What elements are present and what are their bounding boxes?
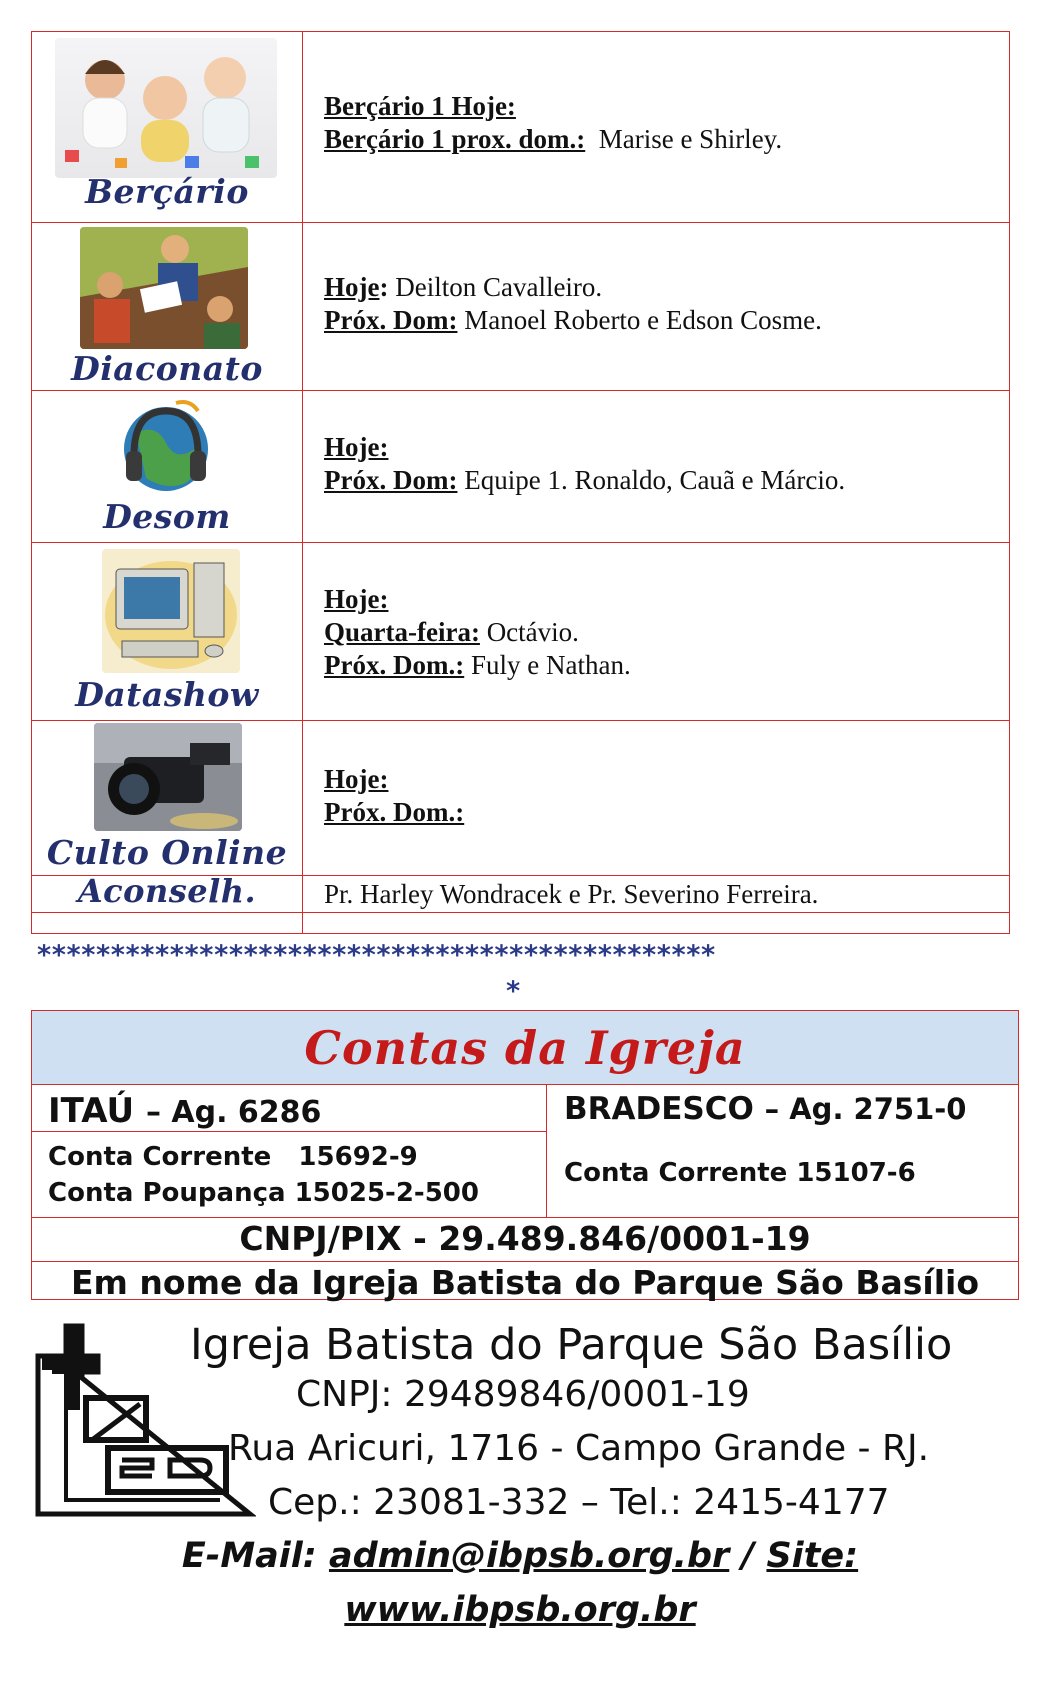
dept-label: Berçário — [85, 172, 249, 211]
duty-info — [324, 90, 782, 156]
email-label: E-Mail: — [181, 1536, 317, 1576]
itau-heading — [48, 1091, 321, 1131]
duty-label: Próx. Dom: — [324, 305, 458, 335]
site-line — [0, 1590, 1040, 1630]
email-link[interactable]: admin@ibpsb.org.br — [328, 1536, 730, 1576]
schedule-row-diaconato — [32, 223, 1009, 391]
duty-label: Hoje: — [324, 432, 389, 462]
duty-value: Fuly e Nathan. — [470, 650, 631, 680]
bradesco-bank-name: BRADESCO — [564, 1091, 754, 1127]
dept-label: Aconselh. — [77, 872, 257, 910]
itau-bank-name: ITAÚ — [48, 1091, 135, 1131]
video-camera-photo-icon — [94, 723, 242, 831]
schedule-row-aconselh — [32, 872, 1009, 913]
schedule-row-culto-online — [32, 721, 1009, 876]
row-line — [32, 1261, 1018, 1262]
meeting-clipart-icon — [80, 227, 248, 349]
itau-savings: Conta Poupança 15025-2-500 — [48, 1178, 479, 1208]
separator: / — [741, 1536, 755, 1576]
duty-label: Quarta-feira: — [324, 617, 480, 647]
schedule-row-bercario — [32, 32, 1009, 223]
cnpj-pix: CNPJ/PIX - 29.489.846/0001-19 — [239, 1219, 811, 1258]
babies-photo-icon — [55, 38, 277, 178]
bradesco-agency: – Ag. 2751-0 — [764, 1092, 967, 1126]
itau-checking: Conta Corrente 15692-9 — [48, 1142, 418, 1172]
church-cnpj: CNPJ: 29489846/0001-19 — [296, 1374, 750, 1415]
duty-label: Hoje — [324, 272, 380, 302]
bradesco-checking: Conta Corrente 15107-6 — [564, 1158, 916, 1188]
duty-value: Manoel Roberto e Edson Cosme. — [464, 305, 822, 335]
duty-label: Hoje: — [324, 584, 389, 614]
dept-label: Diaconato — [71, 349, 263, 388]
dept-label: Culto Online — [46, 833, 288, 872]
star-divider-tail: * — [505, 976, 522, 1007]
schedule-row-datashow — [32, 543, 1009, 721]
duty-value: Deilton Cavalleiro. — [395, 272, 603, 302]
duty-value: Marise e Shirley. — [598, 124, 783, 154]
headphones-globe-icon — [116, 393, 216, 501]
duty-value: Octávio. — [486, 617, 579, 647]
duty-label: Berçário 1 Hoje: — [324, 91, 516, 121]
dept-label: Desom — [103, 497, 231, 536]
duty-value: Equipe 1. Ronaldo, Cauã e Márcio. — [464, 465, 846, 495]
accounts-table — [31, 1010, 1019, 1300]
duty-info — [324, 763, 464, 829]
church-name: Igreja Batista do Parque São Basílio — [190, 1320, 953, 1370]
computer-clipart-icon — [102, 549, 240, 673]
duty-label: Próx. Dom.: — [324, 797, 465, 827]
itau-agency: – Ag. 6286 — [145, 1095, 322, 1130]
star-divider: ********************************************** — [36, 940, 715, 971]
dept-label: Datashow — [75, 675, 259, 714]
church-cep-tel: Cep.: 23081-332 – Tel.: 2415-4177 — [268, 1482, 890, 1523]
schedule-table — [31, 31, 1010, 934]
duty-label: Berçário 1 prox. dom.: — [324, 124, 586, 154]
schedule-row-empty — [32, 913, 1009, 933]
duty-info — [324, 431, 845, 497]
bradesco-heading — [564, 1091, 966, 1127]
account-holder: Em nome da Igreja Batista do Parque São Basílio — [71, 1263, 979, 1302]
accounts-title: Contas da Igreja — [304, 1021, 746, 1075]
duty-info: Hoje: Deilton Cavalleiro. Próx. Dom: Manoel Roberto e Edson Cosme. — [324, 272, 822, 335]
duty-label: Próx. Dom.: — [324, 650, 465, 680]
duty-label: Hoje: — [324, 764, 389, 794]
schedule-row-desom — [32, 391, 1009, 543]
row-line — [32, 1217, 1018, 1218]
itau-accounts — [48, 1139, 479, 1211]
email-site-line — [0, 1536, 1040, 1576]
site-label: Site: — [766, 1536, 859, 1576]
bank-divider — [546, 1085, 547, 1217]
church-address: Rua Aricuri, 1716 - Campo Grande - RJ. — [228, 1428, 930, 1469]
row-line — [32, 1131, 546, 1132]
accounts-header — [32, 1011, 1018, 1085]
duty-value: Pr. Harley Wondracek e Pr. Severino Ferreira. — [324, 879, 819, 909]
site-link[interactable]: www.ibpsb.org.br — [344, 1590, 696, 1630]
duty-info — [324, 583, 631, 682]
duty-label: Próx. Dom: — [324, 465, 458, 495]
